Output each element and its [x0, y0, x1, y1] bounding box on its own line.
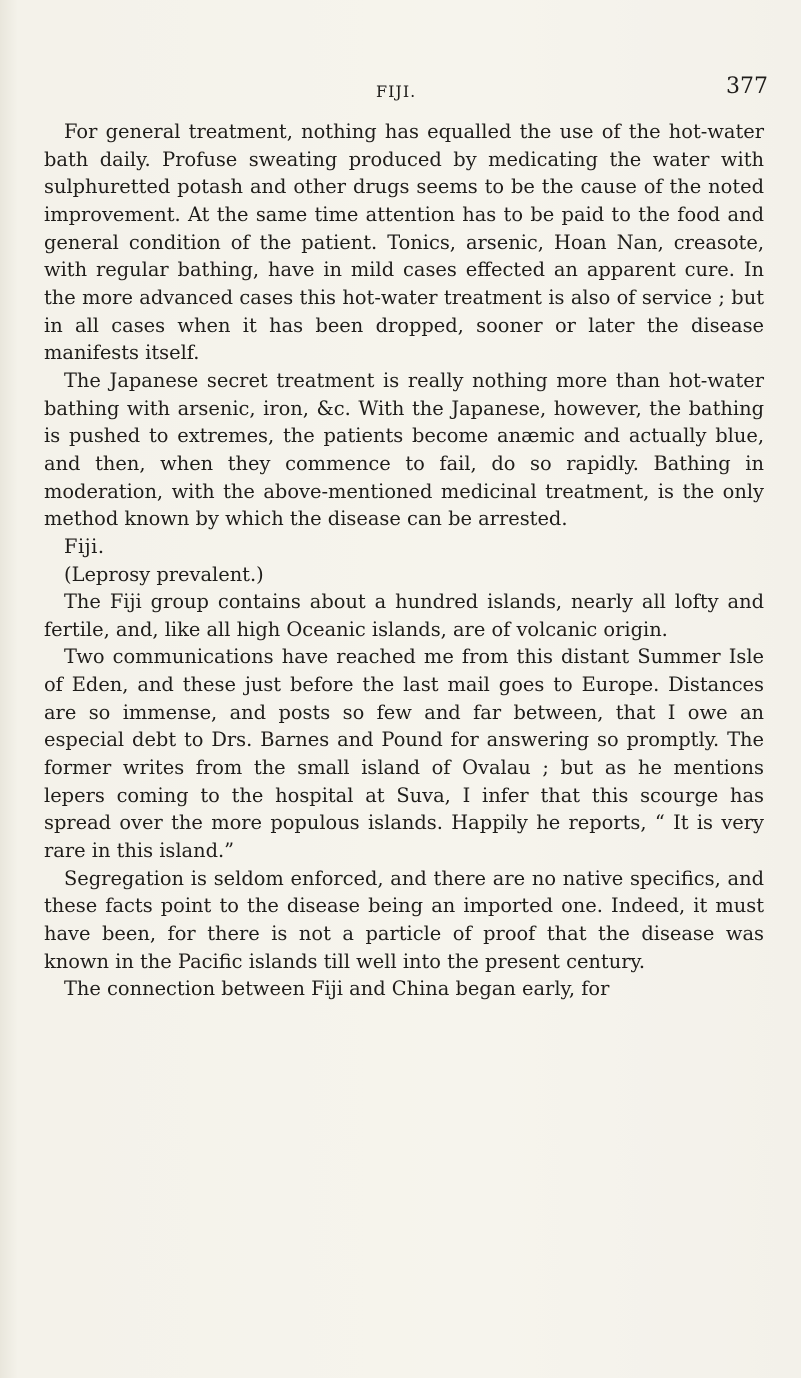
- paragraph-communications: Two communications have reached me from this distant Summer Isle of Eden, and these just before the last mail goes to Europe. Distances are so immense, and posts so few and far between, that I owe an especial debt to Drs. Barnes and Pound for answering so promptly. The former writes from the small island of Ovalau ; but as he mentions lepers coming to the hospital at Suva, I infer that this scourge has spread over the more populous islands. Happily he reports, “ It is very rare in this island.”: [44, 645, 764, 863]
- paragraph-fiji-group: The Fiji group contains about a hundred islands, nearly all lofty and fertile, and, like all high Oceanic islands, are of volcanic origin.: [44, 590, 764, 641]
- paragraph-japanese-treatment: The Japanese secret treatment is really nothing more than hot-water bathing with arsenic, iron, &c. With the Japanese, however, the bathing is pushed to extremes, the patients become anæmic and actually blue, and then, when they commence to fail, do so rapidly. Bathing in moderation, with the above-mentioned medicinal treatment, is the only method known by which the disease can be arrested.: [44, 368, 764, 531]
- page-number: 377: [726, 74, 768, 99]
- paragraph-hot-water-treatment: For general treatment, nothing has equalled the use of the hot-water bath daily. Profuse sweating produced by medicating the water with sulphuretted potash and other drugs seems to be the cause of the noted improvement. At the same time attention has to be paid to the food and general condition of the patient. Tonics, arsenic, Hoan Nan, creasote, with regular bathing, have in mild cases effected an apparent cure. In the more advanced cases this hot-water treatment is also of service ; but in all cases when it has been dropped, sooner or later the disease manifests itself.: [44, 120, 764, 365]
- running-head: FIJI.: [376, 82, 417, 101]
- paragraph-connection: The connection between Fiji and China began early, for: [64, 977, 610, 1001]
- paragraph-segregation: Segregation is seldom enforced, and there are no native specifics, and these facts point to the disease being an imported one. Indeed, it must have been, for there is not a particle of proof that the disease was known in the Pacific islands till well into the present century.: [44, 866, 764, 973]
- section-heading: Fiji.: [64, 534, 105, 558]
- page-body: [44, 118, 764, 1003]
- section-subheading: (Leprosy prevalent.): [64, 562, 264, 586]
- page-header: [0, 74, 801, 104]
